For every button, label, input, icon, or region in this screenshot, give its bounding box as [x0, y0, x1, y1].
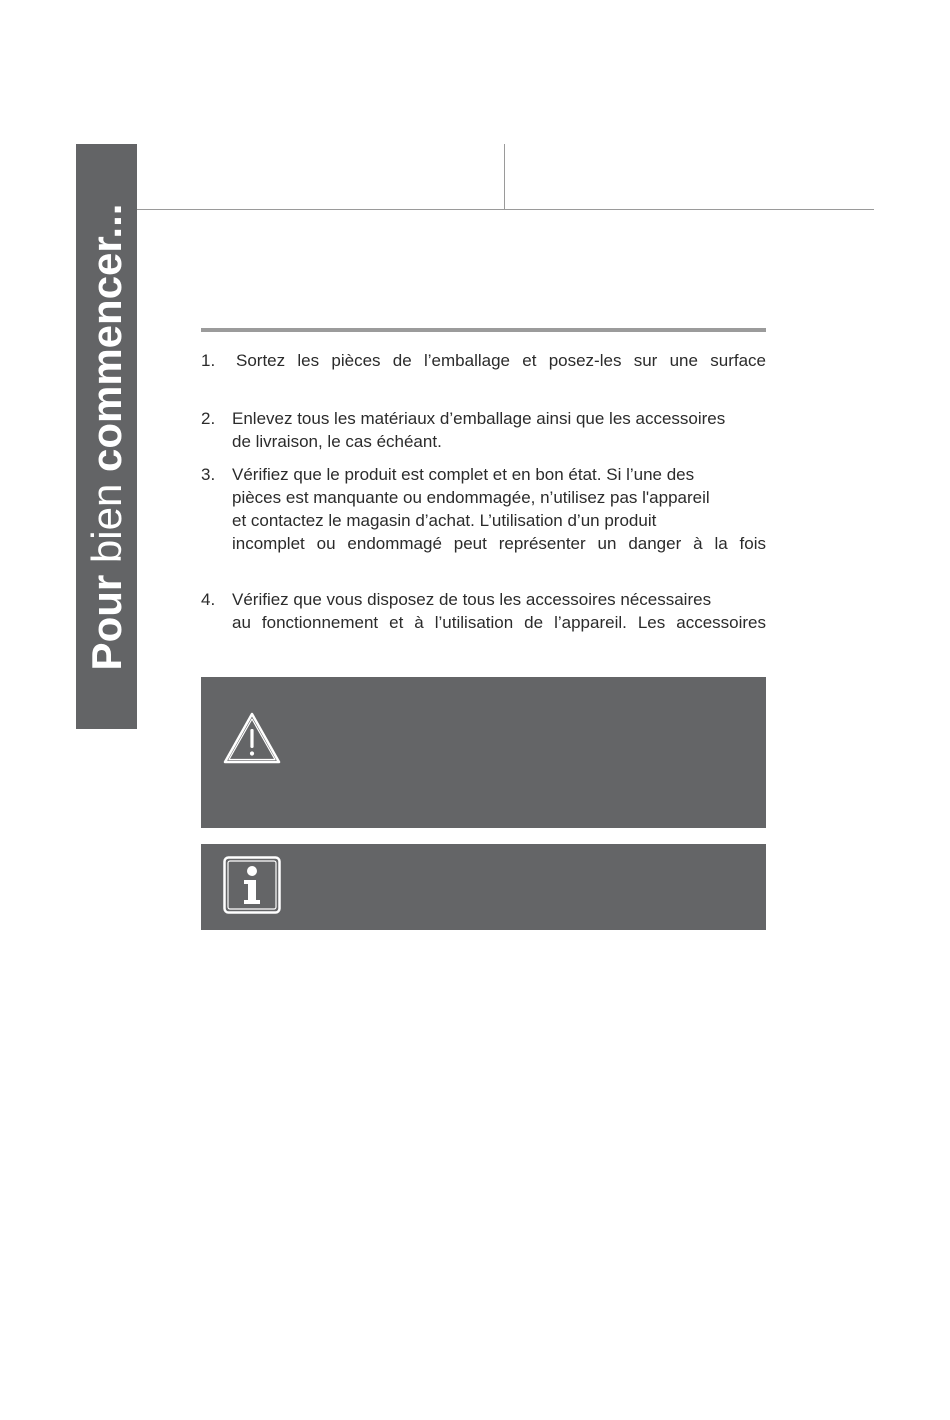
step-line: Sortez les pièces de l’emballage et posez-les sur une surface [236, 351, 766, 370]
info-box [201, 844, 766, 930]
header-rule [137, 209, 874, 210]
step-line: de livraison, le cas échéant. [232, 432, 442, 451]
warning-triangle-icon [223, 712, 281, 764]
step-line: Enlevez tous les matériaux d’emballage ainsi que les accessoires [232, 409, 726, 428]
step-line: incomplet ou endommagé peut représenter un danger à la fois [232, 534, 766, 553]
step-number: 2. [201, 409, 216, 428]
step-number: 4. [201, 590, 216, 609]
step-text [232, 463, 766, 555]
side-tab-word-commencer: commencer... [82, 203, 130, 472]
step-text [232, 407, 766, 453]
side-tab [76, 144, 137, 729]
header-divider [504, 144, 505, 210]
section-rule [201, 328, 766, 332]
list-item [201, 407, 766, 453]
step-number: 1. [201, 351, 216, 370]
step-number: 3. [201, 465, 216, 484]
info-icon [223, 856, 281, 914]
list-item [201, 588, 766, 634]
side-tab-word-pour: Pour [82, 574, 130, 670]
step-line: et contactez le magasin d’achat. L’utilisation d’un produit [232, 511, 657, 530]
side-tab-word-bien: bien [82, 483, 130, 563]
step-text [232, 588, 766, 634]
step-line: Vérifiez que vous disposez de tous les accessoires nécessaires [232, 590, 712, 609]
side-tab-title [82, 203, 130, 670]
step-text [236, 349, 766, 372]
warning-box [201, 677, 766, 828]
list-item [201, 463, 766, 555]
step-line: pièces est manquante ou endommagée, n’utilisez pas l'appareil [232, 488, 710, 507]
step-line: au fonctionnement et à l’utilisation de l’appareil. Les accessoires [232, 613, 766, 632]
step-line: Vérifiez que le produit est complet et en bon état. Si l’une des [232, 465, 695, 484]
list-item [201, 349, 766, 372]
